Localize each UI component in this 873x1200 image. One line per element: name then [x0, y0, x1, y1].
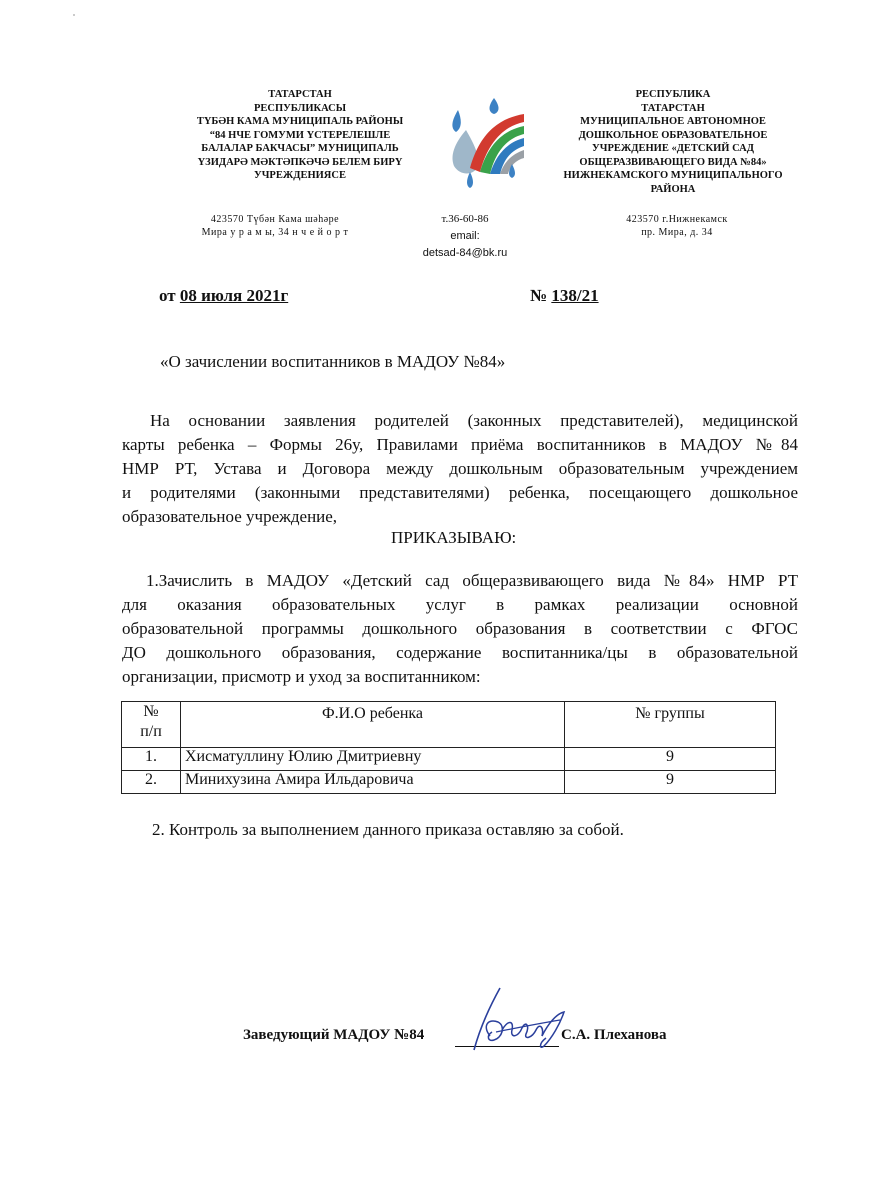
header-right-line: ТАТАРСТАН: [641, 102, 705, 114]
right-address-line: 423570 г.Нижнекамск: [626, 214, 728, 225]
table-row: [122, 771, 776, 794]
header-right-line: РЕСПУБЛИКА: [635, 89, 711, 100]
order-subject: «О зачислении воспитанников в МАДОУ №84»: [160, 352, 506, 371]
preamble-line: и родителями (законными представителями) ребенка, посещающего дошкольное: [122, 483, 798, 502]
row-number: 2.: [122, 771, 181, 794]
order-date: [159, 286, 288, 306]
scan-speck: [73, 14, 75, 16]
email-label: email:: [450, 230, 480, 242]
item1-line: образовательной программы дошкольного образования в соответствии с ФГОС: [122, 619, 798, 638]
header-left-line: РЕСПУБЛИКАСЫ: [253, 102, 347, 114]
phone: т.36-60-86: [441, 213, 489, 225]
row-number: 1.: [122, 748, 181, 771]
header-left-line: БАЛАЛАР БАКЧАСЫ” МУНИЦИПАЛЬ: [201, 143, 399, 154]
left-address-line: Мира у р а м ы, 34 н ч е й о р т: [201, 227, 349, 238]
item1-line: организации, присмотр и уход за воспитанником:: [122, 667, 481, 686]
order-command: ПРИКАЗЫВАЮ:: [391, 528, 517, 547]
row-child-name: Минихузина Амира Ильдаровича: [181, 771, 565, 794]
header-left-line: УЧРЕЖДЕНИЯСЕ: [254, 170, 346, 181]
item2: 2. Контроль за выполнением данного приказа оставляю за собой.: [152, 820, 624, 839]
row-child-name: Хисматуллину Юлию Дмитриевну: [181, 748, 565, 771]
email-address: detsad-84@bk.ru: [422, 247, 508, 259]
header-left-line: ҮЗИДАРӘ МӘКТӘПКӘЧӘ БЕЛЕМ БИРҮ: [197, 156, 403, 168]
header-name: Ф.И.О ребенка: [181, 702, 565, 748]
logo-drop-bottom: [467, 172, 473, 188]
number-value: 138/21: [551, 286, 599, 305]
header-left-line: ТАТАРСТАН: [268, 89, 332, 100]
header-right-line: НИЖНЕКАМСКОГО МУНИЦИПАЛЬНОГО: [563, 170, 783, 181]
header-right-line: МУНИЦИПАЛЬНОЕ АВТОНОМНОЕ: [580, 116, 766, 127]
header-left-line: “84 НЧЕ ГОМУМИ ҮСТЕРЕЛЕШЛЕ: [209, 129, 391, 141]
row-group: 9: [565, 748, 776, 771]
order-number: [530, 286, 599, 306]
date-value: 08 июля 2021г: [179, 286, 289, 305]
header-left-org: [150, 88, 450, 183]
left-address: [160, 213, 390, 239]
logo-emblem: [440, 92, 530, 192]
header-right-line: РАЙОНА: [650, 183, 696, 195]
header-group: № группы: [565, 702, 776, 748]
right-address-line: пр. Мира, д. 34: [641, 227, 713, 238]
header-number: № п/п: [122, 702, 181, 748]
header-right-org: [548, 88, 798, 196]
signature-name: С.А. Плеханова: [561, 1027, 667, 1043]
preamble: [122, 409, 798, 529]
row-group: 9: [565, 771, 776, 794]
item1: [122, 569, 798, 689]
item1-line: для оказания образовательных услуг в рамках реализации основной: [122, 595, 798, 614]
children-table: [121, 701, 776, 794]
preamble-line: На основании заявления родителей (законных представителей), медицинской: [150, 411, 798, 430]
item1-line: 1.Зачислить в МАДОУ «Детский сад общеразвивающего вида №84» НМР РТ: [146, 571, 798, 590]
right-address: [592, 213, 762, 239]
number-prefix: №: [530, 286, 552, 305]
header-right-line: УЧРЕЖДЕНИЕ «ДЕТСКИЙ САД: [592, 143, 754, 154]
left-address-line: 423570 Түбән Кама шәһәре: [210, 214, 340, 225]
logo-drop-top: [490, 98, 499, 114]
item1-line: ДО дошкольного образования, содержание воспитанника/цы в образовательной: [122, 643, 798, 662]
table-header-row: [122, 702, 776, 748]
header-left-line: ТҮБӘН КАМА МУНИЦИПАЛЬ РАЙОНЫ: [196, 116, 404, 127]
table-row: [122, 748, 776, 771]
preamble-line: НМР РТ, Устава и Договора между дошкольным образовательным учреждением: [122, 459, 798, 478]
preamble-line: карты ребенка – Формы 26у, Правилами приёма воспитанников в МАДОУ №84: [122, 435, 798, 454]
preamble-line: образовательное учреждение,: [122, 507, 338, 526]
header-right-line: ДОШКОЛЬНОЕ ОБРАЗОВАТЕЛЬНОЕ: [578, 129, 768, 141]
header-right-line: ОБЩЕРАЗВИВАЮЩЕГО ВИДА №84»: [579, 156, 767, 168]
contact-block: [400, 211, 530, 262]
handwritten-signature: [456, 984, 576, 1054]
date-prefix: от: [159, 286, 180, 305]
signature-position: Заведующий МАДОУ №84: [243, 1027, 425, 1043]
logo-drop-small: [452, 110, 460, 132]
